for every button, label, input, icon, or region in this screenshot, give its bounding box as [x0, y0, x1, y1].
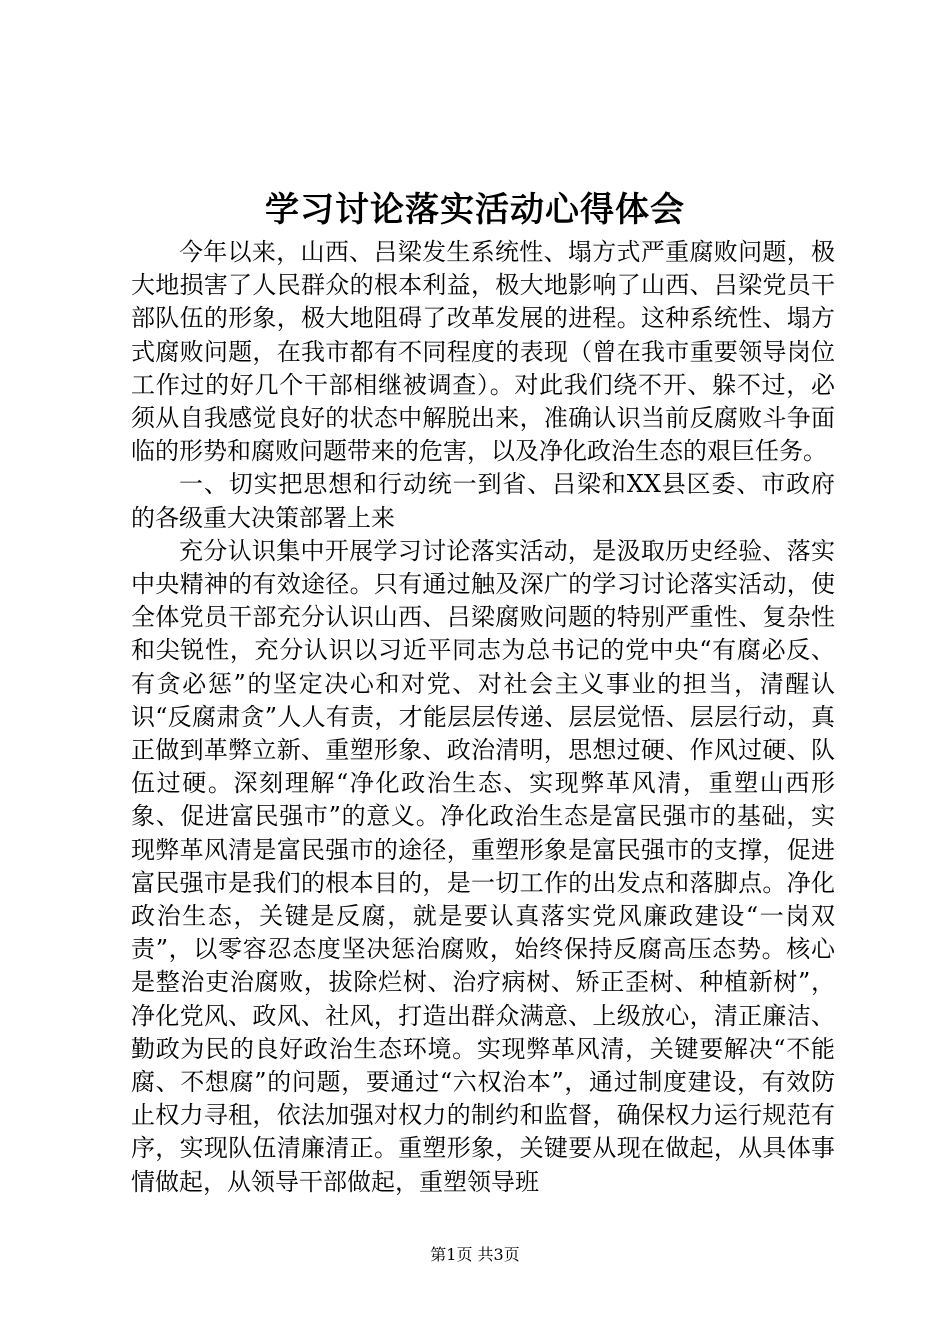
paragraph-intro: 今年以来，山西、吕梁发生系统性、塌方式严重腐败问题，极大地损害了人民群众的根本利益，极大地影响了山西、吕梁党员干部队伍的形象，极大地阻碍了改革发展的进程。这种系统性、塌方式腐败问题，在我市都有不同程度的表现（曾在我市重要领导岗位工作过的好几个干部相继被调查）。对此我们绕不开、躲不过，必须从自我感觉良好的状态中解脱出来，准确认识当前反腐败斗争面临的形势和腐败问题带来的危害，以及净化政治生态的艰巨任务。: [131, 238, 835, 466]
document-body: [131, 236, 835, 1199]
paragraph-section-heading: 一、切实把思想和行动统一到省、吕梁和XX县区委、市政府的各级重大决策部署上来: [131, 470, 835, 532]
paragraph-main: 充分认识集中开展学习讨论落实活动，是汲取历史经验、落实中央精神的有效途径。只有通过触及深广的学习讨论落实活动，使全体党员干部充分认识山西、吕梁腐败问题的特别严重性、复杂性和尖锐性，充分认识以习近平同志为总书记的党中央“有腐必反、有贪必惩”的坚定决心和对党、对社会主义事业的担当，清醒认识“反腐肃贪”人人有责，才能层层传递、层层觉悟、层层行动，真正做到革弊立新、重塑形象、政治清明，思想过硬、作风过硬、队伍过硬。深刻理解“净化政治生态、实现弊革风清，重塑山西形象、促进富民强市”的意义。净化政治生态是富民强市的基础，实现弊革风清是富民强市的途径，重塑形象是富民强市的支撑，促进富民强市是我们的根本目的，是一切工作的出发点和落脚点。净化政治生态，关键是反腐，就是要认真落实党风廉政建设“一岗双责”，以零容忍态度坚决惩治腐败，始终保持反腐高压态势。核心是整治吏治腐败，拔除烂树、治疗病树、矫正歪树、种植新树”，净化党风、政风、社风，打造出群众满意、上级放心，清正廉洁、勤政为民的良好政治生态环境。实现弊革风清，关键要解决“不能腐、不想腐”的问题，要通过“六权治本”，通过制度建设，有效防止权力寻租，依法加强对权力的制约和监督，确保权力运行规范有序，实现队伍清廉清正。重塑形象，关键要从现在做起，从具体事情做起，从领导干部做起，重塑领导班: [131, 536, 835, 1196]
page-number-footer: 第1页 共3页: [430, 1245, 520, 1264]
document-title: 学习讨论落实活动心得体会: [265, 190, 685, 230]
